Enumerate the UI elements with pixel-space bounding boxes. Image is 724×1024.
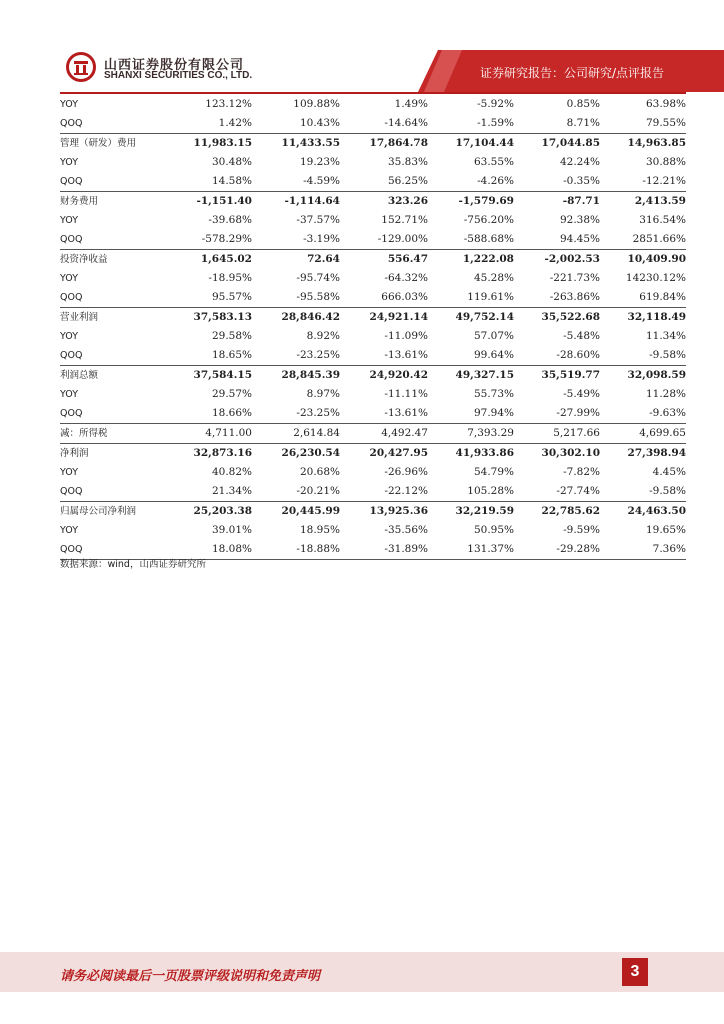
table-cell: 21.34% <box>211 485 252 497</box>
table-cell: -95.74% <box>296 272 340 284</box>
table-cell: -1,151.40 <box>170 192 252 212</box>
row-label: YOY <box>60 467 79 478</box>
table-cell: 63.55% <box>473 156 514 168</box>
table-cell: 10,409.90 <box>600 250 686 270</box>
table-cell: -756.20% <box>463 214 514 226</box>
financial-table <box>60 95 686 560</box>
table-cell: 19.65% <box>645 524 686 536</box>
table-cell: -9.58% <box>649 349 686 361</box>
table-cell: 4,711.00 <box>170 424 252 444</box>
table-row <box>60 288 686 308</box>
row-label: 利润总额 <box>60 366 170 386</box>
table-cell: 54.79% <box>473 466 514 478</box>
row-label: QOQ <box>60 486 83 497</box>
table-cell: 49,752.14 <box>428 308 514 328</box>
row-label: YOY <box>60 215 79 226</box>
table-cell: -0.35% <box>563 175 600 187</box>
table-cell: -37.57% <box>296 214 340 226</box>
table-cell: 10.43% <box>299 117 340 129</box>
table-cell: 30,302.10 <box>514 444 600 464</box>
table-cell: 45.28% <box>473 272 514 284</box>
disclaimer-text: 请务必阅读最后一页股票评级说明和免责声明 <box>60 969 321 984</box>
table-cell: 5,217.66 <box>514 424 600 444</box>
table-cell: -11.11% <box>384 388 428 400</box>
table-cell: -29.28% <box>514 540 600 560</box>
table-cell: 24,463.50 <box>600 502 686 522</box>
brand-name-en: SHANXI SECURITIES CO., LTD. <box>104 70 253 81</box>
row-label: YOY <box>60 157 79 168</box>
report-type-title: 证券研究报告：公司研究/点评报告 <box>479 66 664 80</box>
table-cell: -23.25% <box>296 349 340 361</box>
table-cell: 119.61% <box>467 291 514 303</box>
row-label: 管理（研发）费用 <box>60 134 170 154</box>
table-cell: 556.47 <box>340 250 428 270</box>
table-cell: 8.97% <box>306 388 340 400</box>
table-cell: -18.88% <box>252 540 340 560</box>
row-label: 营业利润 <box>60 308 170 328</box>
table-cell: 32,873.16 <box>170 444 252 464</box>
table-cell: 11.28% <box>645 388 686 400</box>
table-cell: 40.82% <box>211 466 252 478</box>
table-cell: 24,920.42 <box>340 366 428 386</box>
table-cell: 1.42% <box>218 117 252 129</box>
table-row <box>60 153 686 172</box>
table-cell: -28.60% <box>556 349 600 361</box>
table-cell: 17,864.78 <box>340 134 428 154</box>
table-row <box>60 424 686 444</box>
table-cell: 32,219.59 <box>428 502 514 522</box>
table-cell: -5.48% <box>563 330 600 342</box>
table-cell: 27,398.94 <box>600 444 686 464</box>
table-cell: -23.25% <box>296 407 340 419</box>
table-cell: -64.32% <box>384 272 428 284</box>
table-cell: 105.28% <box>467 485 514 497</box>
table-cell: 1,222.08 <box>428 250 514 270</box>
table-cell: 14.58% <box>211 175 252 187</box>
table-cell: -7.82% <box>563 466 600 478</box>
table-cell: -20.21% <box>296 485 340 497</box>
table-cell: 316.54% <box>639 214 686 226</box>
table-cell: -31.89% <box>340 540 428 560</box>
table-row <box>60 308 686 328</box>
table-cell: 19.23% <box>299 156 340 168</box>
table-cell: -13.61% <box>384 407 428 419</box>
table-cell: 95.57% <box>211 291 252 303</box>
table-cell: 1,645.02 <box>170 250 252 270</box>
table-row <box>60 444 686 464</box>
table-cell: -4.26% <box>477 175 514 187</box>
row-label: 减：所得税 <box>60 424 170 444</box>
table-cell: -1,579.69 <box>428 192 514 212</box>
table-row <box>60 114 686 134</box>
table-cell: -35.56% <box>384 524 428 536</box>
table-cell: 99.64% <box>473 349 514 361</box>
table-row <box>60 172 686 192</box>
table-cell: 11.34% <box>645 330 686 342</box>
table-cell: 56.25% <box>387 175 428 187</box>
table-cell: -221.73% <box>549 272 600 284</box>
row-label: YOY <box>60 389 79 400</box>
table-cell: 14230.12% <box>625 272 686 284</box>
table-cell: -1.59% <box>477 117 514 129</box>
table-row <box>60 404 686 424</box>
table-cell: -2,002.53 <box>514 250 600 270</box>
table-cell: 97.94% <box>473 407 514 419</box>
table-cell: -14.64% <box>384 117 428 129</box>
table-cell: 152.71% <box>381 214 428 226</box>
table-row <box>60 250 686 270</box>
table-cell: 30.88% <box>645 156 686 168</box>
table-cell: 1.49% <box>394 98 428 110</box>
table-cell: 55.73% <box>473 388 514 400</box>
table-row <box>60 230 686 250</box>
table-cell: 619.84% <box>639 291 686 303</box>
row-label: QOQ <box>60 408 83 419</box>
table-row <box>60 463 686 482</box>
table-cell: 131.37% <box>428 540 514 560</box>
table-cell: -95.58% <box>296 291 340 303</box>
table-cell: -87.71 <box>514 192 600 212</box>
table-row <box>60 346 686 366</box>
page-footer <box>0 952 724 992</box>
row-label: QOQ <box>60 350 83 361</box>
table-cell: 2851.66% <box>632 233 686 245</box>
table-cell: -129.00% <box>377 233 428 245</box>
table-cell: 18.95% <box>299 524 340 536</box>
table-cell: 18.65% <box>211 349 252 361</box>
table-cell: 2,614.84 <box>252 424 340 444</box>
table-row <box>60 327 686 346</box>
table-cell: 109.88% <box>293 98 340 110</box>
table-cell: 7.36% <box>600 540 686 560</box>
table-row <box>60 366 686 386</box>
table-cell: 41,933.86 <box>428 444 514 464</box>
table-cell: -4.59% <box>303 175 340 187</box>
table-cell: 18.08% <box>170 540 252 560</box>
table-cell: 2,413.59 <box>600 192 686 212</box>
table-cell: -22.12% <box>384 485 428 497</box>
table-cell: 20,445.99 <box>252 502 340 522</box>
table-cell: -27.74% <box>556 485 600 497</box>
table-cell: -3.19% <box>303 233 340 245</box>
row-label: YOY <box>60 273 79 284</box>
table-cell: -578.29% <box>201 233 252 245</box>
row-label: QOQ <box>60 176 83 187</box>
table-cell: -5.92% <box>477 98 514 110</box>
table-cell: 30.48% <box>211 156 252 168</box>
table-cell: -9.58% <box>649 485 686 497</box>
table-cell: 20,427.95 <box>340 444 428 464</box>
table-cell: 79.55% <box>645 117 686 129</box>
table-cell: -26.96% <box>384 466 428 478</box>
table-cell: 35,522.68 <box>514 308 600 328</box>
table-cell: 20.68% <box>299 466 340 478</box>
table-cell: 37,584.15 <box>170 366 252 386</box>
table-cell: 14,963.85 <box>600 134 686 154</box>
table-cell: 123.12% <box>205 98 252 110</box>
table-cell: 29.58% <box>211 330 252 342</box>
table-cell: -1,114.64 <box>252 192 340 212</box>
row-label: QOQ <box>60 118 83 129</box>
table-row <box>60 385 686 404</box>
table-cell: 26,230.54 <box>252 444 340 464</box>
table-cell: 37,583.13 <box>170 308 252 328</box>
table-cell: 11,433.55 <box>252 134 340 154</box>
table-cell: 17,104.44 <box>428 134 514 154</box>
table-cell: 28,846.42 <box>252 308 340 328</box>
table-cell: -13.61% <box>384 349 428 361</box>
table-cell: 25,203.38 <box>170 502 252 522</box>
table-cell: 49,327.15 <box>428 366 514 386</box>
table-cell: 72.64 <box>252 250 340 270</box>
table-cell: -5.49% <box>563 388 600 400</box>
table-cell: 8.71% <box>566 117 600 129</box>
table-cell: 4,699.65 <box>600 424 686 444</box>
table-cell: -263.86% <box>549 291 600 303</box>
table-row <box>60 95 686 114</box>
table-cell: 8.92% <box>306 330 340 342</box>
table-cell: 22,785.62 <box>514 502 600 522</box>
table-cell: -12.21% <box>642 175 686 187</box>
table-cell: -39.68% <box>208 214 252 226</box>
table-cell: 18.66% <box>211 407 252 419</box>
table-cell: -588.68% <box>463 233 514 245</box>
table-row <box>60 502 686 522</box>
table-cell: 4.45% <box>652 466 686 478</box>
row-label: QOQ <box>60 234 83 245</box>
table-cell: 32,098.59 <box>600 366 686 386</box>
table-cell: 57.07% <box>473 330 514 342</box>
table-row <box>60 521 686 540</box>
data-source-note: 数据来源：wind，山西证券研究所 <box>60 559 206 570</box>
row-label: YOY <box>60 525 79 536</box>
row-label: YOY <box>60 331 79 342</box>
table-cell: -18.95% <box>208 272 252 284</box>
table-cell: 35,519.77 <box>514 366 600 386</box>
table-cell: 35.83% <box>387 156 428 168</box>
table-cell: 39.01% <box>211 524 252 536</box>
row-label: 投资净收益 <box>60 250 170 270</box>
table-cell: -9.63% <box>649 407 686 419</box>
company-logo-icon <box>66 52 96 82</box>
table-row <box>60 211 686 230</box>
table-cell: -9.59% <box>563 524 600 536</box>
table-cell: 63.98% <box>645 98 686 110</box>
table-cell: 0.85% <box>566 98 600 110</box>
table-cell: 24,921.14 <box>340 308 428 328</box>
table-cell: 50.95% <box>473 524 514 536</box>
table-row <box>60 482 686 502</box>
table-cell: -11.09% <box>384 330 428 342</box>
table-cell: 42.24% <box>559 156 600 168</box>
table-cell: 17,044.85 <box>514 134 600 154</box>
table-row <box>60 269 686 288</box>
header-divider <box>60 92 686 94</box>
row-label: 净利润 <box>60 444 170 464</box>
table-cell: 13,925.36 <box>340 502 428 522</box>
table-cell: 94.45% <box>559 233 600 245</box>
table-row <box>60 192 686 212</box>
row-label: YOY <box>60 99 79 110</box>
header-ribbon <box>0 0 724 100</box>
table-cell: 323.26 <box>340 192 428 212</box>
page-number: 3 <box>622 958 648 986</box>
table-cell: 666.03% <box>381 291 428 303</box>
table-cell: 4,492.47 <box>340 424 428 444</box>
table-row <box>60 134 686 154</box>
row-label: 财务费用 <box>60 192 170 212</box>
table-cell: -27.99% <box>556 407 600 419</box>
table-cell: 92.38% <box>559 214 600 226</box>
row-label: QOQ <box>60 540 170 560</box>
row-label: QOQ <box>60 292 83 303</box>
table-cell: 32,118.49 <box>600 308 686 328</box>
brand-name-cn: 山西证券股份有限公司 <box>104 58 245 73</box>
row-label: 归属母公司净利润 <box>60 502 170 522</box>
table-cell: 28,845.39 <box>252 366 340 386</box>
table-cell: 29.57% <box>211 388 252 400</box>
table-cell: 11,983.15 <box>170 134 252 154</box>
page-header <box>0 0 724 100</box>
table-cell: 7,393.29 <box>428 424 514 444</box>
